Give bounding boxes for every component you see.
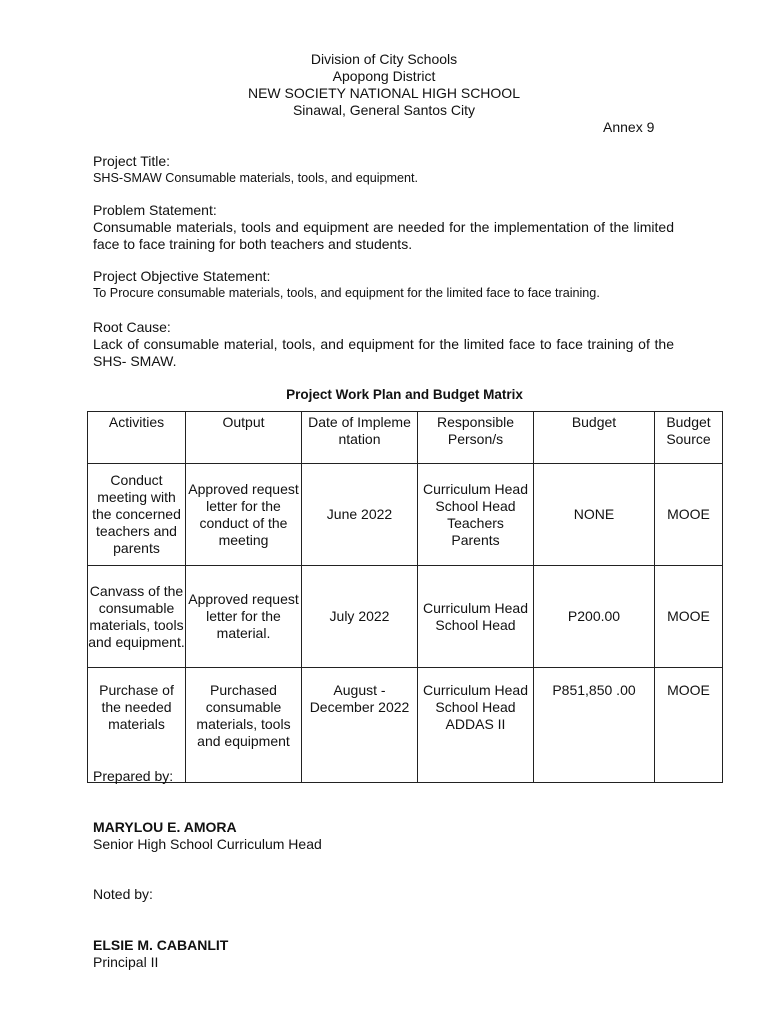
root-cause-label: Root Cause: — [93, 319, 171, 335]
division-line: Division of City Schools — [310, 51, 458, 67]
header-budget: Budget — [534, 412, 655, 464]
header-output: Output — [186, 412, 302, 464]
objective-label: Project Objective Statement: — [93, 268, 271, 284]
header-date: Date of Implementation — [302, 412, 418, 464]
person-entry: School Head — [435, 497, 516, 514]
person-entry: Parents — [451, 531, 500, 548]
preparer-position: Senior High School Curriculum Head — [93, 836, 322, 852]
root-cause-section — [93, 319, 674, 370]
problem-statement-label: Problem Statement: — [93, 202, 217, 218]
project-title-label: Project Title: — [93, 153, 171, 169]
table-row — [88, 464, 723, 566]
header-source: Budget Source — [655, 412, 723, 464]
noter-name: ELSIE M. CABANLIT — [93, 937, 229, 953]
date-cell: June 2022 — [302, 464, 418, 566]
school-name: NEW SOCIETY NATIONAL HIGH SCHOOL — [247, 85, 520, 101]
header-activities: Activities — [88, 412, 186, 464]
person-entry: ADDAS II — [445, 716, 506, 732]
output-cell: Purchased consumable materials, tools and equipment — [186, 668, 302, 783]
problem-statement-text: Consumable materials, tools and equipment are needed for the implementation of the limited face to face training for both teachers and students. — [93, 219, 674, 252]
table-row — [88, 668, 723, 783]
persons-cell — [418, 566, 534, 668]
document-header — [0, 51, 768, 119]
budget-cell: NONE — [534, 464, 655, 566]
persons-cell — [418, 464, 534, 566]
date-cell: August - December 2022 — [302, 668, 418, 783]
source-cell: MOOE — [655, 566, 723, 668]
objective-text: To Procure consumable materials, tools, and equipment for the limited face to face training. — [93, 286, 600, 300]
preparer-name: MARYLOU E. AMORA — [93, 819, 237, 835]
date-cell: July 2022 — [302, 566, 418, 668]
noted-by-label: Noted by: — [93, 886, 153, 902]
person-entry: Curriculum Head — [422, 682, 529, 698]
matrix-title: Project Work Plan and Budget Matrix — [286, 387, 523, 402]
work-plan-table — [87, 411, 723, 783]
annex-label: Annex 9 — [603, 119, 655, 135]
root-cause-text: Lack of consumable material, tools, and equipment for the limited face to face training of the SHS- SMAW. — [93, 336, 674, 369]
school-address: Sinawal, General Santos City — [292, 102, 476, 118]
budget-cell: P200.00 — [534, 566, 655, 668]
source-cell: MOOE — [655, 668, 723, 783]
noter-position: Principal II — [93, 954, 159, 970]
person-entry: Teachers — [447, 514, 504, 531]
prepared-by-label: Prepared by: — [93, 768, 174, 784]
table-header-row — [88, 412, 723, 464]
district-line: Apopong District — [332, 68, 436, 84]
person-entry: Curriculum Head — [422, 480, 529, 497]
source-cell: MOOE — [655, 464, 723, 566]
objective-section — [93, 268, 674, 301]
persons-cell — [418, 668, 534, 783]
activity-cell: Conduct meeting with the concerned teachers and parents — [88, 464, 186, 566]
prepared-by-block — [93, 819, 322, 853]
table-row — [88, 566, 723, 668]
project-title-text: SHS-SMAW Consumable materials, tools, and equipment. — [93, 171, 419, 185]
budget-cell: P851,850 .00 — [534, 668, 655, 783]
activity-cell: Purchase of the needed materials — [88, 668, 186, 783]
person-entry: Curriculum Head — [422, 599, 529, 616]
problem-statement-section — [93, 202, 674, 253]
person-entry: School Head — [435, 616, 516, 633]
noted-by-block — [93, 937, 228, 971]
project-title-section — [93, 153, 674, 186]
output-cell: Approved request letter for the material. — [186, 566, 302, 668]
header-persons: Responsible Person/s — [418, 412, 534, 464]
output-cell: Approved request letter for the conduct of the meeting — [186, 464, 302, 566]
person-entry: School Head — [435, 699, 516, 715]
activity-cell: Canvass of the consumable materials, tools and equipment. — [88, 566, 186, 668]
